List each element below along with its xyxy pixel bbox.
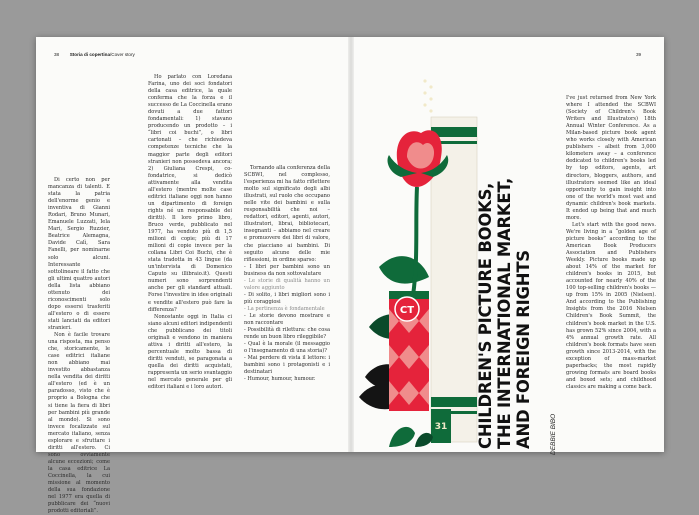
author-name: DEBBIE BIBO [550,413,557,455]
paragraph: Ho parlato con Loredana Farina, uno dei soci fondatori della casa editrice, la quale conferma che la forza e il successo de La Coccinella erano dovuti a due fattori fondamentali: 1) stavano producendo un prodotto – i “libri coi buchi”, o libri cartonati – che richiedeva competenze tecniche che la maggior parte degli editori stranieri non possedeva ancora; 2) Giuliana Crespi, co-fondatrice, si dedicò attivamente alla vendita all'estero (mentre molte case editrici italiane oggi non hanno un dipartimento di foreign rights né un responsabile dei diritti). Il loro primo libro, Bruco verde, pubblicato nel 1977, ha venduto più di 1,5 milioni di copie; più di 17 milioni di copie invece per la collana Libri Coi Buchi, che è stata tradotta in 43 lingue (da un'intervista di Domenico Caputo su illibraio.it). Questi numeri sono sorprendenti anche per gli standard attuali. Forse l'investire in idee originali e vendite all'estero può fare la differenza? [148,74,232,313]
page-number-left: 38 [54,52,60,57]
text-column-2 [148,74,232,449]
book-number-label: 31 [434,422,448,432]
list-item: - Le storie devono mostrare e non raccontare [244,312,330,327]
text-column-3 [244,165,330,449]
headline-line-1: CHILDREN'S PICTURE BOOKS, [476,182,495,449]
paragraph: Let's start with the good news. We're living in a “golden age of picture books” according to the American Book Producers Association and Publishers Weekly. Picture books made up about 14% of the market for children's books in 2015, but accounted for nearly 40% of the 100 top-selling children's books — up from 15% in 2005 (Nielsen). And according to the Publishing Insights from the 2016 Nielsen Children's Book Summit, the children's book market in the U.S. has grown 52% since 2004, with a 4% annual growth rate. All children's book formats have seen growth since 2013-2014, with the exception of mass-market paperbacks; the most rapidly growing formats are board books and boxed sets; and childhood classics are making a come back. [566,221,656,390]
paragraph: Tornando alla conferenza della SCBWI, nel complesso, l'esperienza mi ha fatto riflettere molto sul significato degli albi illustrati, sul ruolo che occupano nelle vite dei bambini e sulla responsabilità che noi – redattori, editori, agenti, autori, illustratori, librai, bibliotecari, insegnanti – abbiamo nel creare e promuovere dei libri di valore, che piacciano ai bambini. Di seguito alcune delle mie riflessioni, in ordine sparso: [244,165,330,263]
flower-books-illustration [359,77,479,447]
list-item: - Mai perdere di vista il lettore: i bambini sono i protagonisti e i destinatari [244,355,330,376]
list-item: - La pertinenza è fondamentale [244,305,325,312]
book-badge-label: CT [399,305,415,316]
running-header-left [54,52,135,57]
list-item: - Di solito, i libri migliori sono i più coraggiosi [244,291,330,305]
text-column-1 [48,177,110,515]
headline-line-2: THE INTERNATIONAL MARKET, [495,177,514,449]
section-subtitle: /Cover story [110,52,135,57]
magazine-spread [36,37,664,515]
paragraph: Non è facile trovare una risposta, ma penso che, storicamente, le case editrici italiane non abbiano mai investito abbastanza nella vendita dei diritti all'estero (ed è un paradosso, visto che è proprio a Bologna che si tiene la fiera di libri per bambini più grande al mondo). Si sono invece focalizzate sul mercato italiano, senza esplorare e sfruttare i diritti all'estero. Ci sono ovviamente alcune eccezioni; come la casa editrice La Coccinella, la cui missione al momento della sua fondazione nel 1977 era quella di pubblicare dei “nuovi prodotti editoriali”. [48,332,110,515]
paragraph: I've just returned from New York where I attended the SCBWI (Society of Children's Book Writers and Illustrators) 18th Annual Winter Conference. As a Milan-based picture book agent who works closely with American publishers – albeit from 3,000 kilometers away – a conference dedicated to children's books led by top editors, agents, art directors, bloggers, authors, and illustrators seemed like an ideal opportunity to gain insight into one of the world's most vast and dynamic children's book markets. It ended up being that and much more. [566,95,656,221]
paragraph: Di certo non per mancanza di talenti. E stata la patria dell'enorme genio e inventiva di Gianni Rodari, Bruno Munari, Emanuele Luzzati, Iela Mari, Sergio Ruzzier, Beatrice Alemagna, Davide Calì, Sara Fanelli, per nominarne solo alcuni. Interessante sottolineare il fatto che gli ultimi quattro autori della lista abbiano ottenuto dei riconoscimenti solo dopo essersi trasferiti all'estero o di essere stati lanciati da editori stranieri. [48,177,110,331]
paragraph: Nonostante oggi in Italia ci siano alcuni editori indipendenti che pubblicano dei titoli originali e vendono in maniera attiva i diritti all'estero, la percentuale molto bassa di diritti venduti, se paragonata a quella dei diritti acquistati, rappresenta un serio svantaggio nel mercato generale per gli editori italiani e i loro autori. [148,313,232,391]
page-gutter [348,37,354,452]
byline [550,395,562,455]
text-column-4 [566,95,656,447]
headline [476,119,560,449]
headline-line-3: AND FOREIGN RIGHTS [514,250,533,449]
list-item: - Qual è la morale (il messaggio o l'insegnamento di una storia)? [244,341,330,355]
section-title: Storia di copertina [69,52,111,57]
page-number-right: 39 [636,52,642,57]
list-item: - Le storie di qualità hanno un valore aggiunto [244,277,330,291]
list-item: - I libri per bambini sono un business da non sottovalutare [244,263,330,277]
list-item: - Humour, humour, humour. [244,376,316,383]
list-item: - Possibilità di rilettura: che cosa rende un buon libro rileggibile? [244,327,330,341]
